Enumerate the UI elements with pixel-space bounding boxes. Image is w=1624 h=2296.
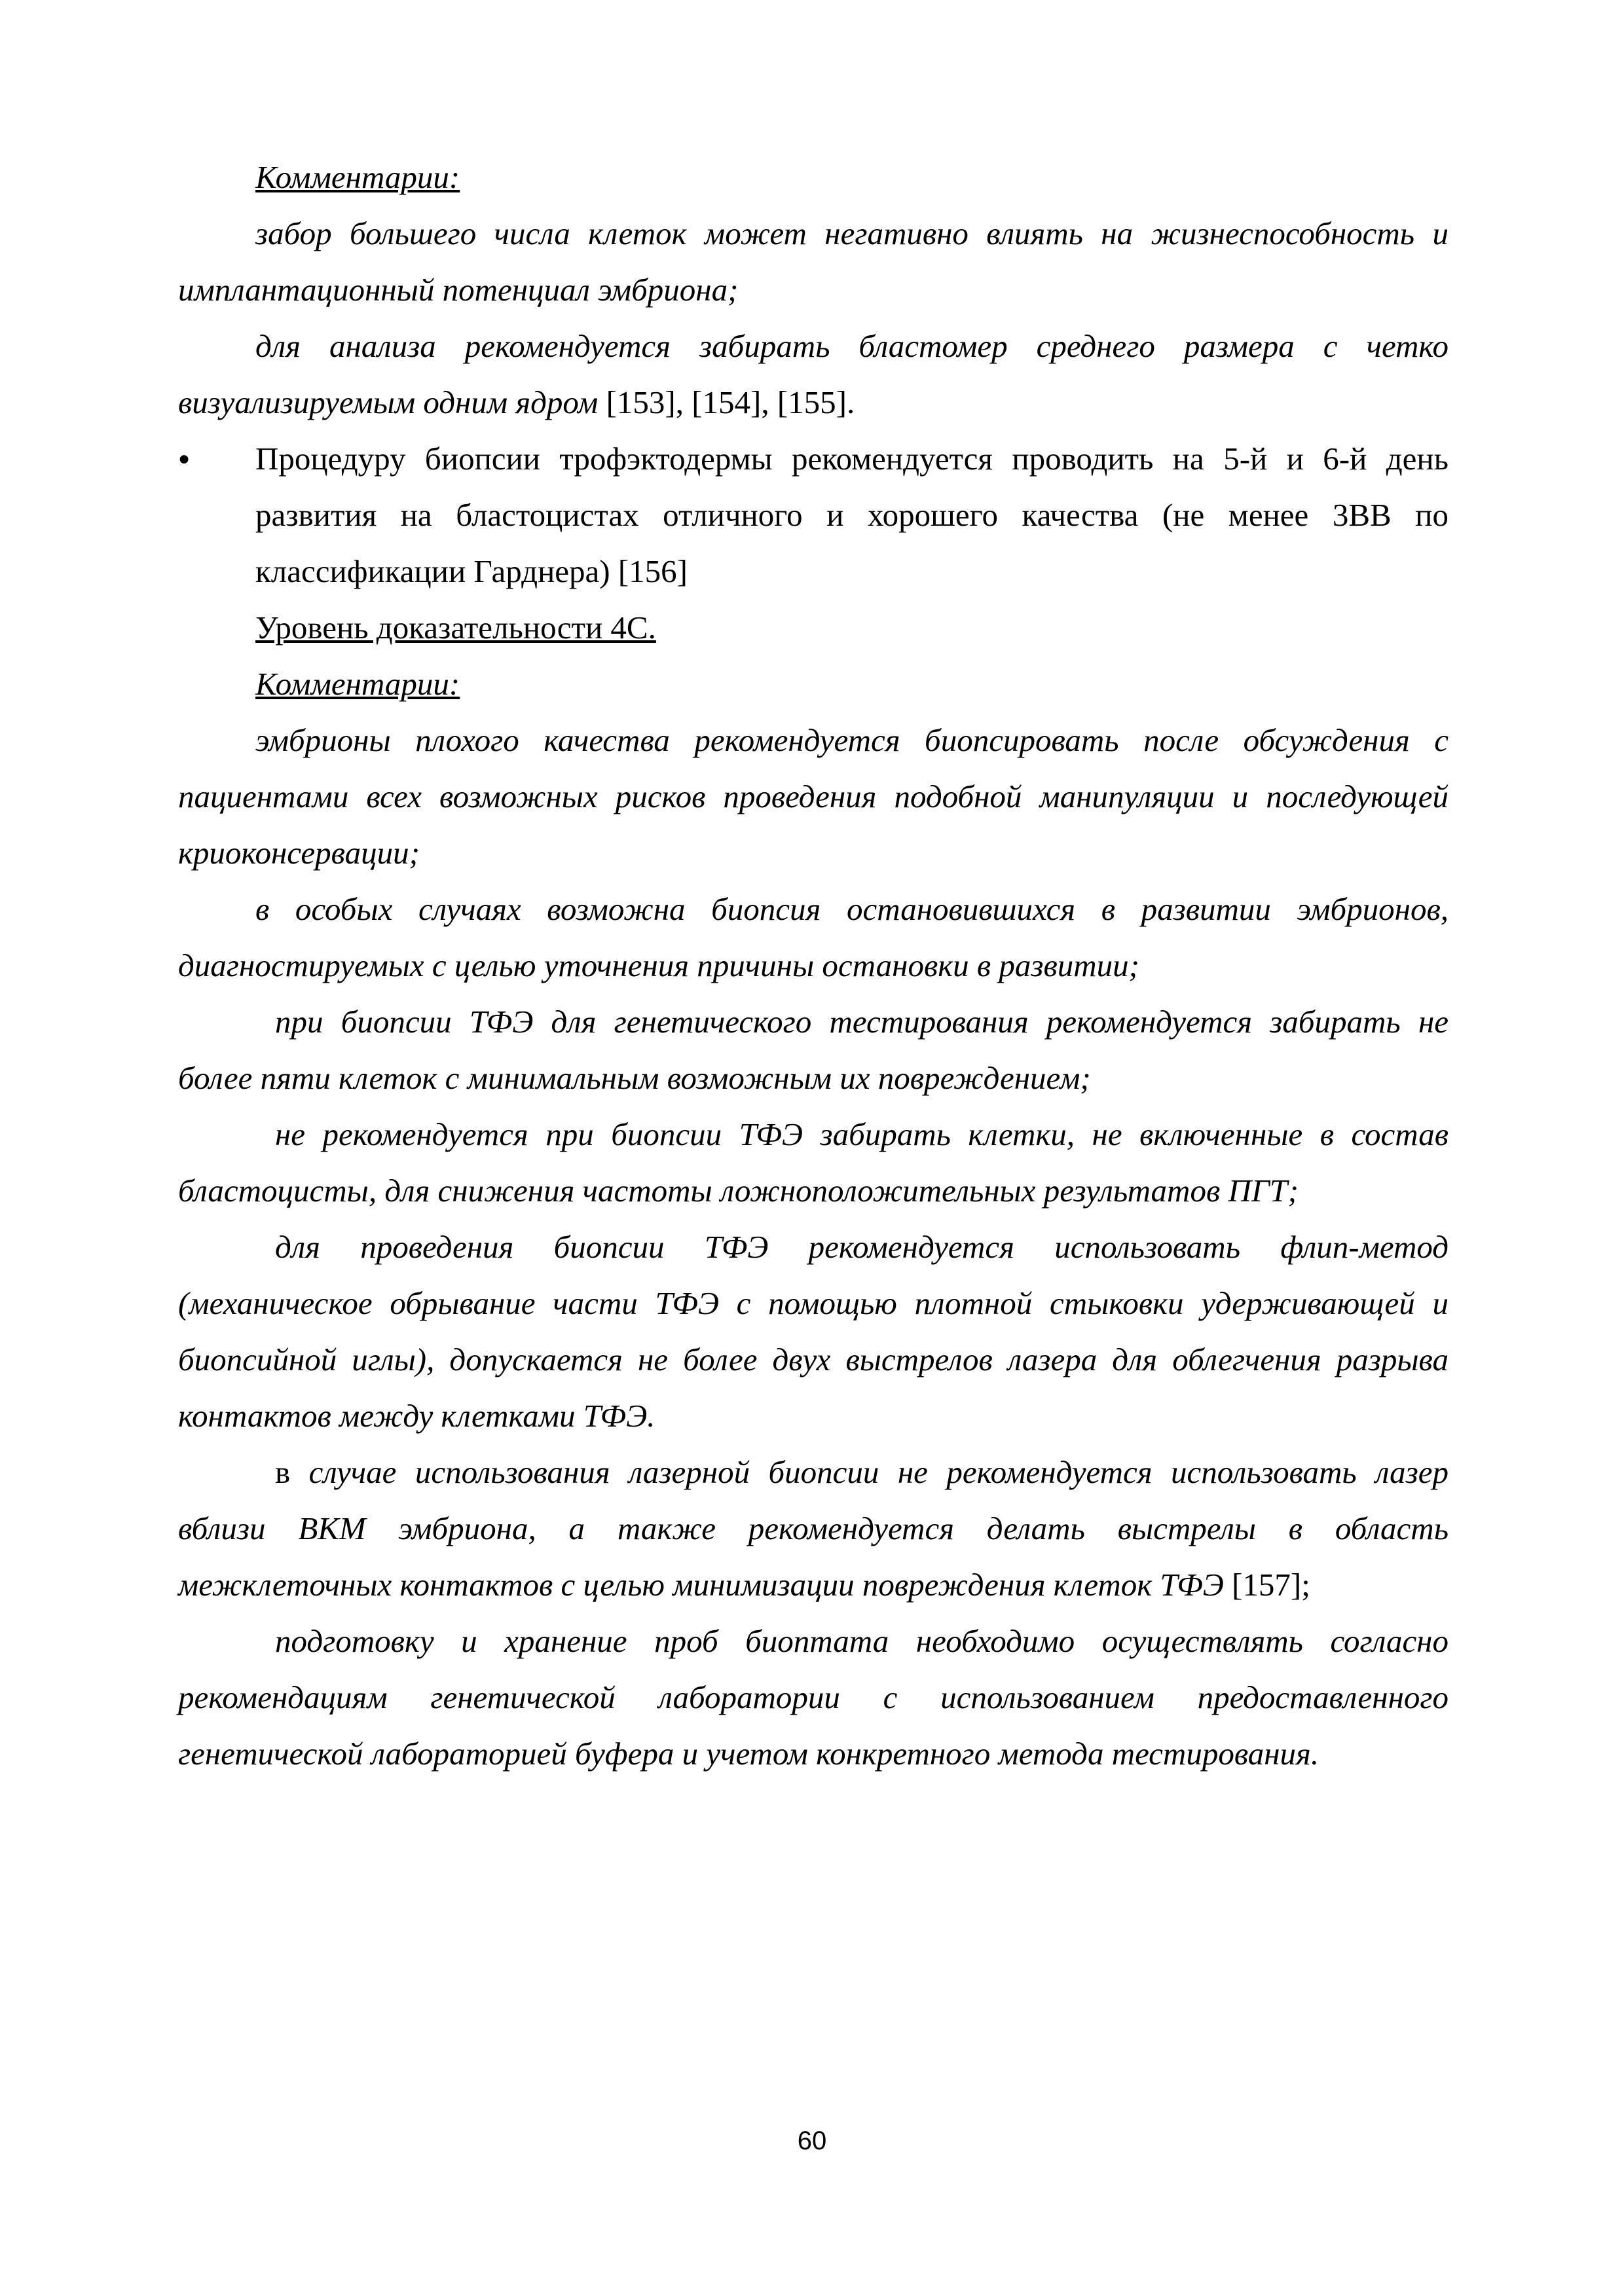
comment-heading: Комментарии: (255, 159, 460, 195)
reference-list: [157]; (1223, 1567, 1310, 1603)
comment-paragraph: при биопсии ТФЭ для генетического тестирования рекомендуется забирать не более пяти клеток с минимальным возможным их повреждением; (178, 1004, 1449, 1096)
comment-paragraph: в особых случаях возможна биопсия остановившихся в развитии эмбрионов, диагностируемых с целью уточнения причины остановки в развитии; (178, 891, 1449, 983)
bullet-text: Процедуру биопсии трофэктодермы рекомендуется проводить на 5-й и 6-й день развития на бластоцистах отличного и хорошего качества (не менее 3ВВ по классификации Гарднера) [156] (255, 441, 1449, 589)
evidence-level: Уровень доказательности 4С. (255, 610, 656, 646)
comment-text: случае использования лазерной биопсии не рекомендуется использовать лазер вблизи ВКМ эмбриона, а также рекомендуется делать выстрелы в область межклеточных контактов с целью минимизации повреждения клеток ТФЭ (178, 1454, 1449, 1603)
comment-paragraph-with-refs (178, 318, 1449, 431)
comment-paragraph: подготовку и хранение проб биоптата необходимо осуществлять согласно рекомендациям генетической лаборатории с использованием предоставленного генетической лабораторией буфера и учетом конкретного метода тестирования. (178, 1623, 1449, 1772)
page-content (178, 149, 1449, 1782)
reference-list: [153], [154], [155]. (598, 384, 855, 420)
comment-text: для анализа рекомендуется забирать бластомер среднего размера с четко визуализируемым одним ядром (178, 328, 1449, 420)
comment-paragraph: не рекомендуется при биопсии ТФЭ забирать клетки, не включенные в состав бластоцисты, для снижения частоты ложноположительных результатов ПГТ; (178, 1116, 1449, 1209)
page-number: 60 (797, 2126, 827, 2155)
first-word: в (275, 1454, 291, 1490)
bullet-item (178, 431, 1449, 600)
comment-paragraph: забор большего числа клеток может негативно влиять на жизнеспособность и имплантационный потенциал эмбриона; (178, 215, 1449, 308)
comment-paragraph: эмбрионы плохого качества рекомендуется биопсировать после обсуждения с пациентами всех возможных рисков проведения подобной манипуляции и последующей криоконсервации; (178, 722, 1449, 871)
comment-heading: Комментарии: (255, 666, 460, 702)
bullet-icon: ● (178, 448, 191, 469)
comment-paragraph-with-refs (178, 1444, 1449, 1613)
comment-paragraph: для проведения биопсии ТФЭ рекомендуется использовать флип-метод (механическое обрывание части ТФЭ с помощью плотной стыковки удерживающей и биопсийной иглы), допускается не более двух выстрелов лазера для облегчения разрыва контактов между клетками ТФЭ. (178, 1229, 1449, 1434)
